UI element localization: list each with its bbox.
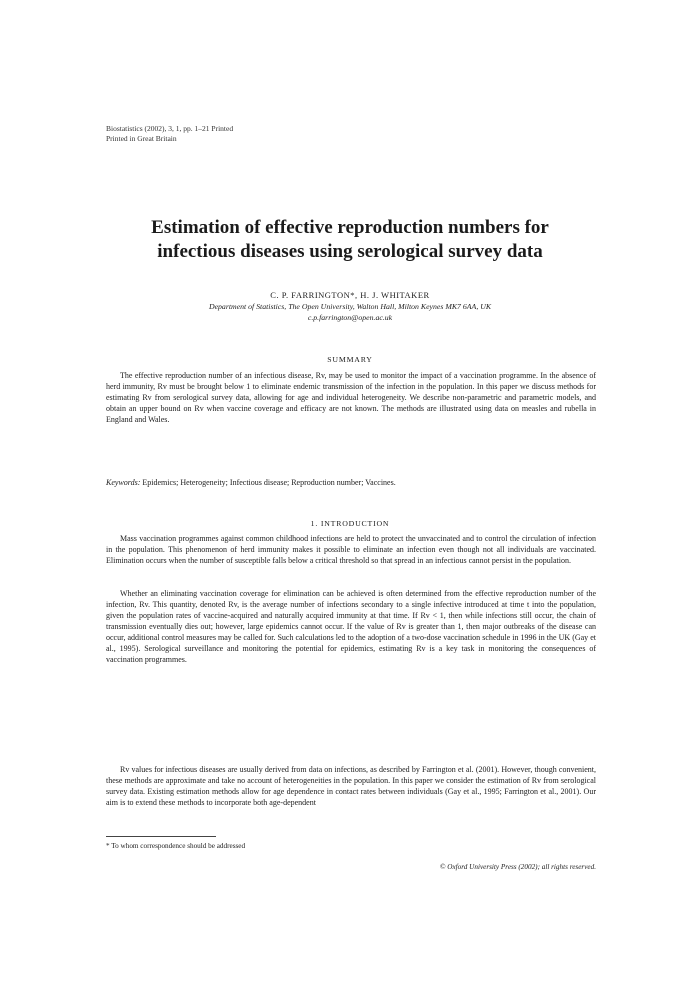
author-list: C. P. FARRINGTON*, H. J. WHITAKER [270,290,430,300]
keywords-text: Epidemics; Heterogeneity; Infectious disease; Reproduction number; Vaccines. [142,478,396,487]
affiliation [90,302,610,323]
summary-text: The effective reproduction number of an infectious disease, Rv, may be used to monitor the impact of a vaccination programme. In the absence of herd immunity, Rv must be brought below 1 to eliminate endemic transmission of the infection in the population. In this paper we discuss methods for estimating Rv from serological survey data, allowing for age and individual heterogeneity. We describe non-parametric and parametric models, and obtain an upper bound on Rv when vaccine coverage and efficacy are not known. The methods are illustrated using data on measles and rubella in England and Wales. [106,371,596,424]
affiliation-email: c.p.farrington@open.ac.uk [307,312,393,322]
paper-title [90,216,610,264]
copyright-notice: © Oxford University Press (2002); all rights reserved. [440,863,596,871]
keywords [106,478,596,487]
title-line-1: Estimation of effective reproduction numbers for [151,217,549,238]
journal-printed: Printed in Great Britain [106,134,177,143]
footnote-divider [106,836,216,837]
introduction-paragraph-3: Rv values for infectious diseases are usually derived from data on infections, as described by Farrington et al. (2001). However, though convenient, these methods are approximate and take no account of heterogeneities in the population. In this paper we consider the estimation of Rv from serological survey data. Existing estimation methods allow for age dependence in contact rates between individuals (Gay et al., 1995; Farrington et al., 2001). Our aim is to extend these methods to incorporate both age-dependent [106,765,596,807]
affiliation-address: Department of Statistics, The Open University, Walton Hall, Milton Keynes MK7 6AA, UK [208,302,492,311]
keywords-label: Keywords: [106,478,141,487]
journal-citation: Biostatistics (2002), 3, 1, pp. 1–21 Printed [106,124,234,133]
title-line-2: infectious diseases using serological survey data [157,241,543,262]
journal-header [106,124,233,144]
introduction-paragraph-2: Whether an eliminating vaccination coverage for elimination can be achieved is often determined from the effective reproduction number of the infection, Rv. This quantity, denoted Rv, is the average number of infections secondary to a single infective introduced at time t into the population, given the population rates of vaccine-acquired and naturally acquired immunity at that time. If Rv < 1, then while infections still occur, the chain of transmission eventually dies out; however, large epidemics cannot occur. If the value of Rv is greater than 1, then major outbreaks of the disease can occur, additional control measures may be called for. Such calculations led to the adoption of a two-dose vaccination schedule in 1996 in the UK (Gay et al., 1995). Serological surveillance and monitoring the potential for epidemics, estimating Rv is a key task in monitoring the consequences of vaccination programmes. [106,589,596,664]
introduction-paragraph-1: Mass vaccination programmes against common childhood infections are held to protect the unvaccinated and to control the circulation of infection in the population. This phenomenon of herd immunity makes it possible to eliminate an infection even though not all individuals are vaccinated. Elimination occurs when the number of susceptible falls below a critical threshold so that spread in an infectious cannot persist in the population. [106,534,596,565]
summary-heading: SUMMARY [327,355,373,364]
footnote: * To whom correspondence should be addressed [106,842,246,850]
introduction-heading: 1. INTRODUCTION [310,519,390,528]
